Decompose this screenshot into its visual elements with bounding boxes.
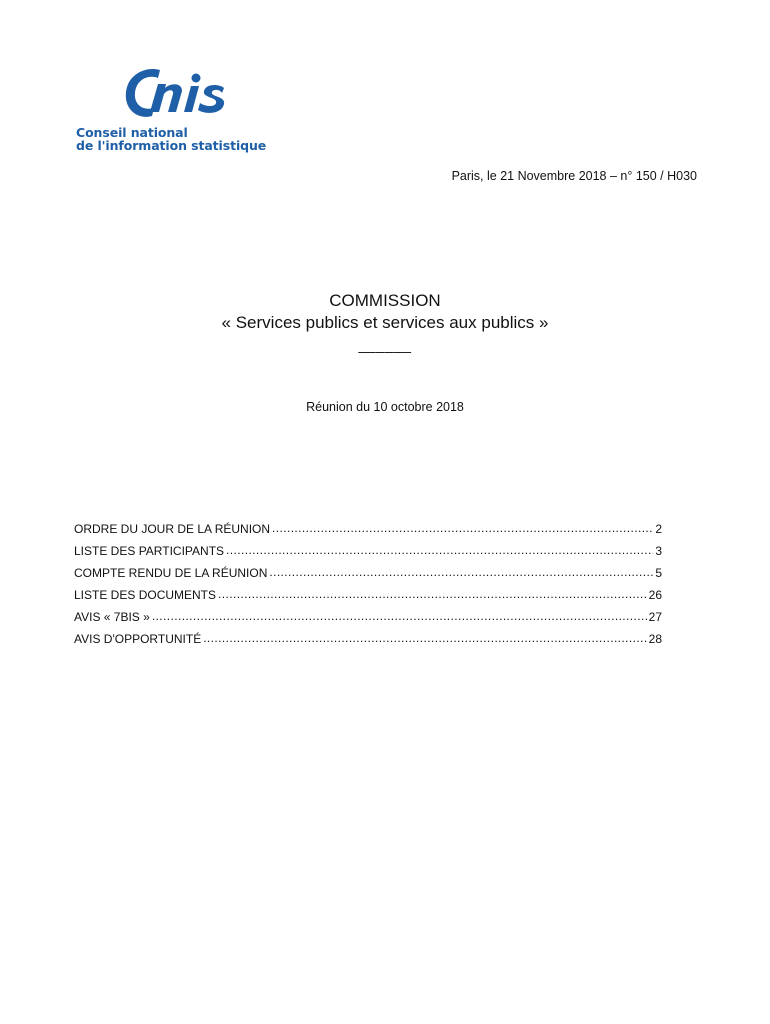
toc-entry-label: AVIS D'OPPORTUNITÉ <box>74 632 202 646</box>
toc-entry-page: 26 <box>648 588 662 602</box>
title-separator: ______ <box>358 337 412 354</box>
toc-entry-label: AVIS « 7BIS » <box>74 610 150 624</box>
document-title: COMMISSION <box>329 291 441 310</box>
cnis-logo <box>74 64 274 156</box>
toc-entry-page: 28 <box>648 632 662 646</box>
toc-entry-page: 27 <box>648 610 662 624</box>
toc-entry-label: ORDRE DU JOUR DE LA RÉUNION <box>74 522 271 536</box>
logo-caption <box>76 126 266 152</box>
document-reference: Paris, le 21 Novembre 2018 – n° 150 / H030 <box>451 169 697 183</box>
toc-leader-dots <box>203 631 646 643</box>
meeting-date: Réunion du 10 octobre 2018 <box>306 400 464 414</box>
toc-entry-label: COMPTE RENDU DE LA RÉUNION <box>74 566 268 580</box>
toc-leader-dots <box>226 543 653 555</box>
cnis-logo-mark <box>122 64 232 126</box>
toc-leader-dots <box>269 565 653 577</box>
table-of-contents <box>74 521 662 653</box>
document-subtitle: « Services publics et services aux publics » <box>221 313 549 332</box>
toc-entry[interactable] <box>74 521 662 543</box>
toc-entry-page: 2 <box>655 522 662 536</box>
toc-leader-dots <box>272 521 653 533</box>
logo-line-1: Conseil national <box>76 125 188 140</box>
toc-entry[interactable] <box>74 587 662 609</box>
toc-leader-dots <box>218 587 647 599</box>
toc-entry-page: 3 <box>655 544 662 558</box>
logo-line-2: de l'information statistique <box>76 138 267 153</box>
toc-entry-page: 5 <box>655 566 662 580</box>
toc-entry-label: LISTE DES PARTICIPANTS <box>74 544 225 558</box>
document-title-block <box>0 290 770 356</box>
toc-entry[interactable] <box>74 565 662 587</box>
toc-entry[interactable] <box>74 631 662 653</box>
toc-entry[interactable] <box>74 543 662 565</box>
toc-entry-label: LISTE DES DOCUMENTS <box>74 588 217 602</box>
toc-leader-dots <box>152 609 647 621</box>
toc-entry[interactable] <box>74 609 662 631</box>
